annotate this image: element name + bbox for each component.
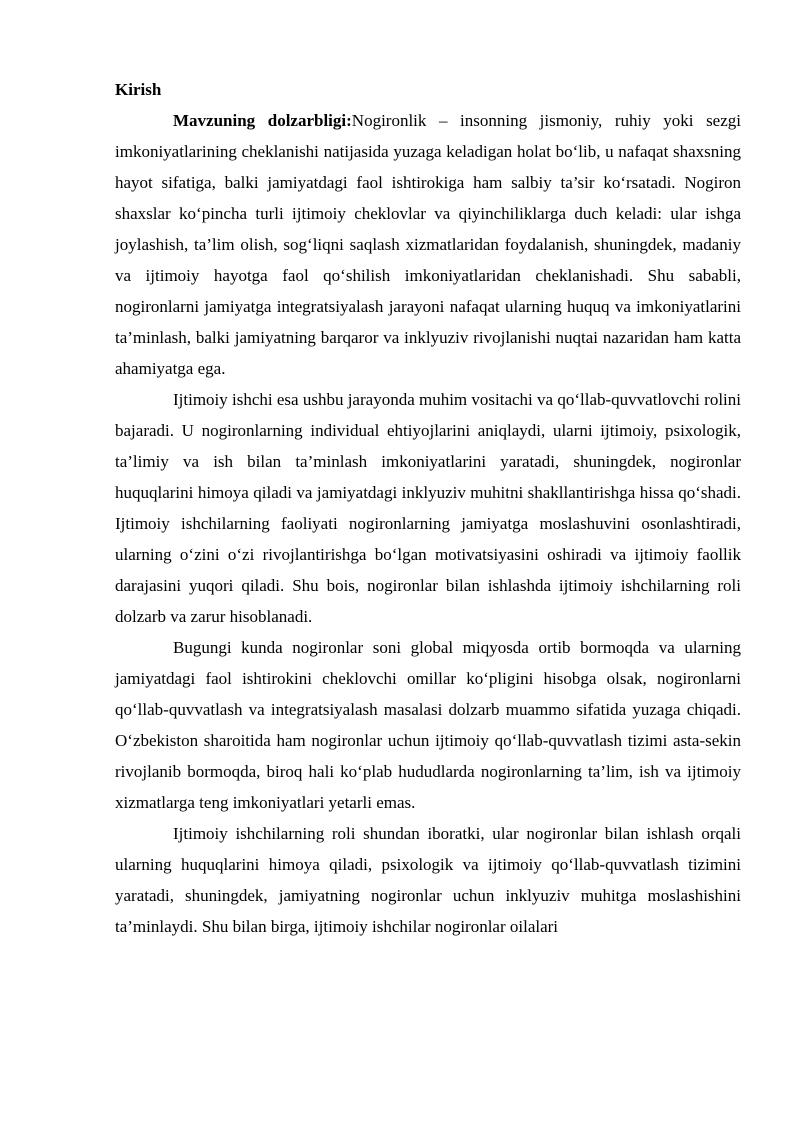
paragraph-role: Ijtimoiy ishchilarning roli shundan iboratki, ular nogironlar bilan ishlash orqali ularning huquqlarini himoya qiladi, psixologik va ijtimoiy qo‘llab-quvvatlash tizimini yaratadi, shuningdek, jamiyatning nogironlar uchun inklyuziv muhitga moslashishini ta’minlaydi. Shu bilan birga, ijtimoiy ishchilar nogironlar oilalari (115, 824, 741, 936)
section-heading: Kirish (115, 80, 162, 99)
paragraph-relevance (115, 105, 741, 384)
paragraph-lead: Mavzuning dolzarbligi: (173, 111, 352, 130)
paragraph-today: Bugungi kunda nogironlar soni global miqyosda ortib bormoqda va ularning jamiyatdagi faol ishtirokini cheklovchi omillar ko‘pligini hisobga olsak, nogironlarni qo‘llab-quvvatlash va integratsiyalash masalasi dolzarb muammo sifatida yuzaga chiqadi. O‘zbekiston sharoitida ham nogironlar uchun ijtimoiy qo‘llab-quvvatlash tizimi asta-sekin rivojlanib bormoqda, biroq hali ko‘plab hududlarda nogironlarning ta’lim, ish va ijtimoiy xizmatlarga teng imkoniyatlari yetarli emas. (115, 638, 741, 812)
paragraph-social-worker: Ijtimoiy ishchi esa ushbu jarayonda muhim vositachi va qo‘llab-quvvatlovchi rolini bajaradi. U nogironlarning individual ehtiyojlarini aniqlaydi, ularni ijtimoiy, psixologik, ta’limiy va ish bilan ta’minlash imkoniyatlarini yaratadi, shuningdek, nogironlar huquqlarini himoya qiladi va jamiyatdagi inklyuziv muhitni shakllantirishga hissa qo‘shadi. Ijtimoiy ishchilarning faoliyati nogironlarning jamiyatga moslashuvini osonlashtiradi, ularning o‘zini o‘zi rivojlantirishga bo‘lgan motivatsiyasini oshiradi va ijtimoiy faollik darajasini yuqori qiladi. Shu bois, nogironlar bilan ishlashda ijtimoiy ishchilarning roli dolzarb va zarur hisoblanadi. (115, 390, 741, 626)
paragraph-text: Nogironlik – insonning jismoniy, ruhiy yoki sezgi imkoniyatlarining cheklanishi natijasida yuzaga keladigan holat bo‘lib, u nafaqat shaxsning hayot sifatiga, balki jamiyatdagi faol ishtirokiga ham salbiy ta’sir ko‘rsatadi. Nogiron shaxslar ko‘pincha turli ijtimoiy cheklovlar va qiyinchiliklarga duch keladi: ular ishga joylashish, ta’lim olish, sog‘liqni saqlash xizmatlaridan foydalanish, shuningdek, madaniy va ijtimoiy hayotga faol qo‘shilish imkoniyatlaridan cheklanishadi. Shu sababli, nogironlarni jamiyatga integratsiyalash jarayoni nafaqat ularning huquq va imkoniyatlarini ta’minlash, balki jamiyatning barqaror va inklyuziv rivojlanishi nuqtai nazaridan ham katta ahamiyatga ega. (115, 111, 741, 378)
document-page (115, 74, 741, 942)
